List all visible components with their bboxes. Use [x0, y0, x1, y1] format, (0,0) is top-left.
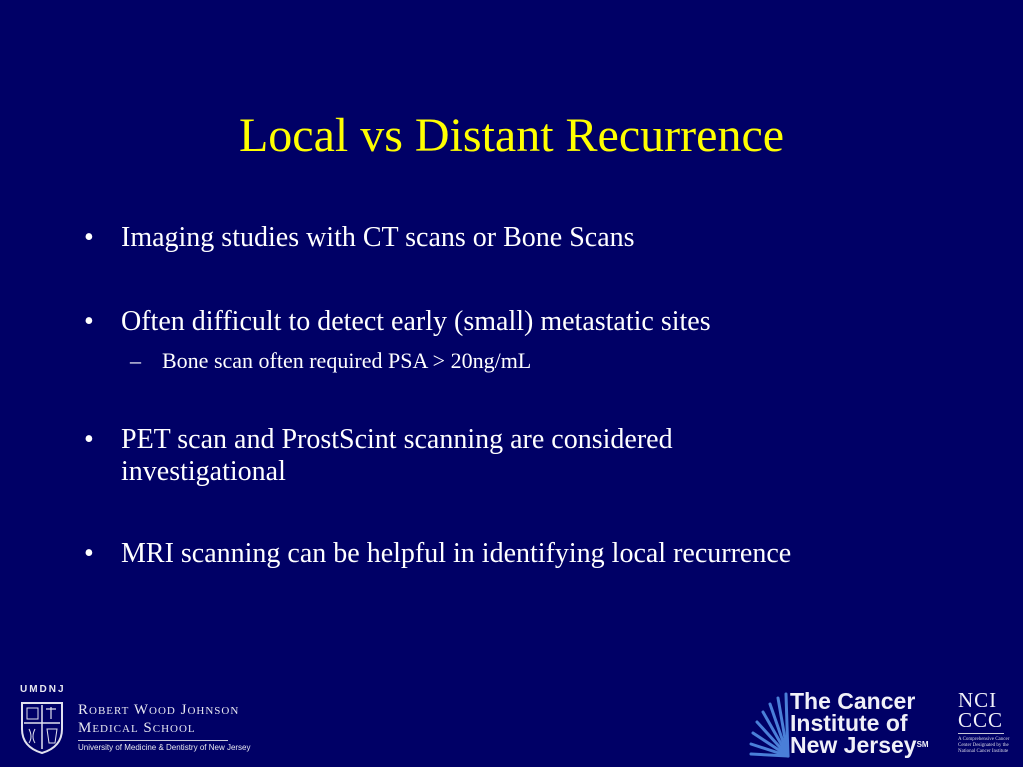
bullet-marker: •: [84, 306, 94, 337]
rwj-name-line2: Medical School: [78, 720, 196, 736]
sub-bullet-marker: –: [130, 348, 141, 373]
cinj-wordmark: [790, 690, 929, 756]
bullet-text: PET scan and ProstScint scanning are considered investigational: [121, 424, 673, 487]
nci-designation: A Comprehensive Cancer Center Designated by the National Cancer Institute: [958, 737, 1010, 754]
cinj-line2: Institute of: [790, 710, 908, 736]
university-name: University of Medicine & Dentistry of New Jersey: [78, 743, 251, 752]
bullet-text: Often difficult to detect early (small) metastatic sites: [121, 306, 711, 337]
nci-ccc-logo: [956, 690, 1018, 764]
bullet-marker: •: [84, 538, 94, 569]
bullet-text: Imaging studies with CT scans or Bone Scans: [121, 222, 635, 253]
crest-icon: [16, 699, 68, 755]
sub-bullet-text: Bone scan often required PSA > 20ng/mL: [162, 348, 532, 373]
service-mark: SM: [916, 740, 929, 749]
rwj-name-line1: Robert Wood Johnson: [78, 702, 240, 718]
bullet-marker: •: [84, 424, 94, 455]
cinj-line1: The Cancer: [790, 688, 916, 714]
sunburst-icon: [748, 690, 793, 762]
cinj-line3: New Jersey: [790, 732, 917, 758]
divider: [958, 733, 1004, 734]
cinj-line3-wrap: [790, 734, 929, 756]
rwj-logo: [16, 684, 276, 759]
cinj-logo: [748, 690, 948, 762]
umdnj-wordmark: UMDNJ: [20, 684, 66, 695]
divider: [78, 740, 228, 741]
nci-wordmark: NCI: [958, 688, 998, 712]
bullet-text: MRI scanning can be helpful in identifying local recurrence: [121, 538, 792, 569]
ccc-wordmark: CCC: [958, 708, 1004, 732]
slide-title: Local vs Distant Recurrence: [238, 109, 785, 162]
bullet-marker: •: [84, 222, 94, 253]
